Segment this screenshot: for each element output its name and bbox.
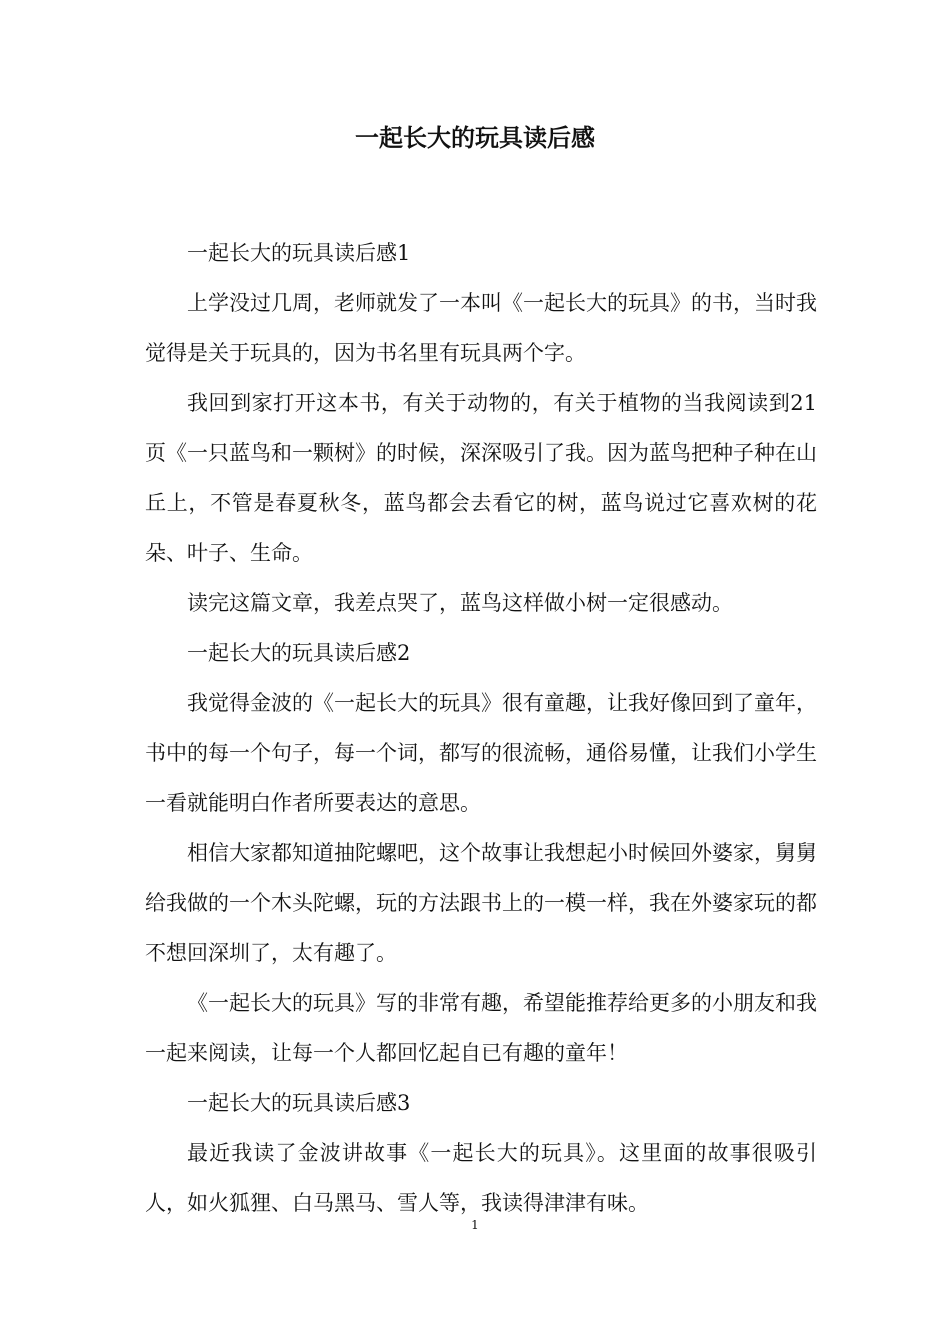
paragraph: 《一起长大的玩具》写的非常有趣，希望能推荐给更多的小朋友和我一起来阅读，让每一个人都回忆起自已有趣的童年！	[145, 991, 817, 1065]
document-title: 一起长大的玩具读后感	[355, 124, 595, 152]
paragraph: 我回到家打开这本书，有关于动物的，有关于植物的当我阅读到21页《一只蓝鸟和一颗树》的时候，深深吸引了我。因为蓝鸟把种子种在山丘上，不管是春夏秋冬，蓝鸟都会去看它的树，蓝鸟说过它喜欢树的花朵、叶子、生命。	[145, 391, 817, 565]
document-body	[145, 228, 817, 1228]
paragraph: 相信大家都知道抽陀螺吧，这个故事让我想起小时候回外婆家，舅舅给我做的一个木头陀螺，玩的方法跟书上的一模一样，我在外婆家玩的都不想回深圳了，太有趣了。	[145, 841, 817, 965]
section-heading-3: 一起长大的玩具读后感3	[187, 1091, 411, 1115]
paragraph: 上学没过几周，老师就发了一本叫《一起长大的玩具》的书，当时我觉得是关于玩具的，因为书名里有玩具两个字。	[145, 291, 817, 365]
paragraph: 我觉得金波的《一起长大的玩具》很有童趣，让我好像回到了童年，书中的每一个句子，每一个词，都写的很流畅，通俗易懂，让我们小学生一看就能明白作者所要表达的意思。	[145, 691, 817, 815]
paragraph: 最近我读了金波讲故事《一起长大的玩具》。这里面的故事很吸引人，如火狐狸、白马黑马、雪人等，我读得津津有味。	[145, 1141, 817, 1215]
section-heading-2: 一起长大的玩具读后感2	[187, 641, 411, 665]
section-heading-1: 一起长大的玩具读后感1	[187, 241, 411, 265]
page-number: 1	[471, 1218, 479, 1232]
paragraph: 读完这篇文章，我差点哭了，蓝鸟这样做小树一定很感动。	[187, 591, 733, 615]
